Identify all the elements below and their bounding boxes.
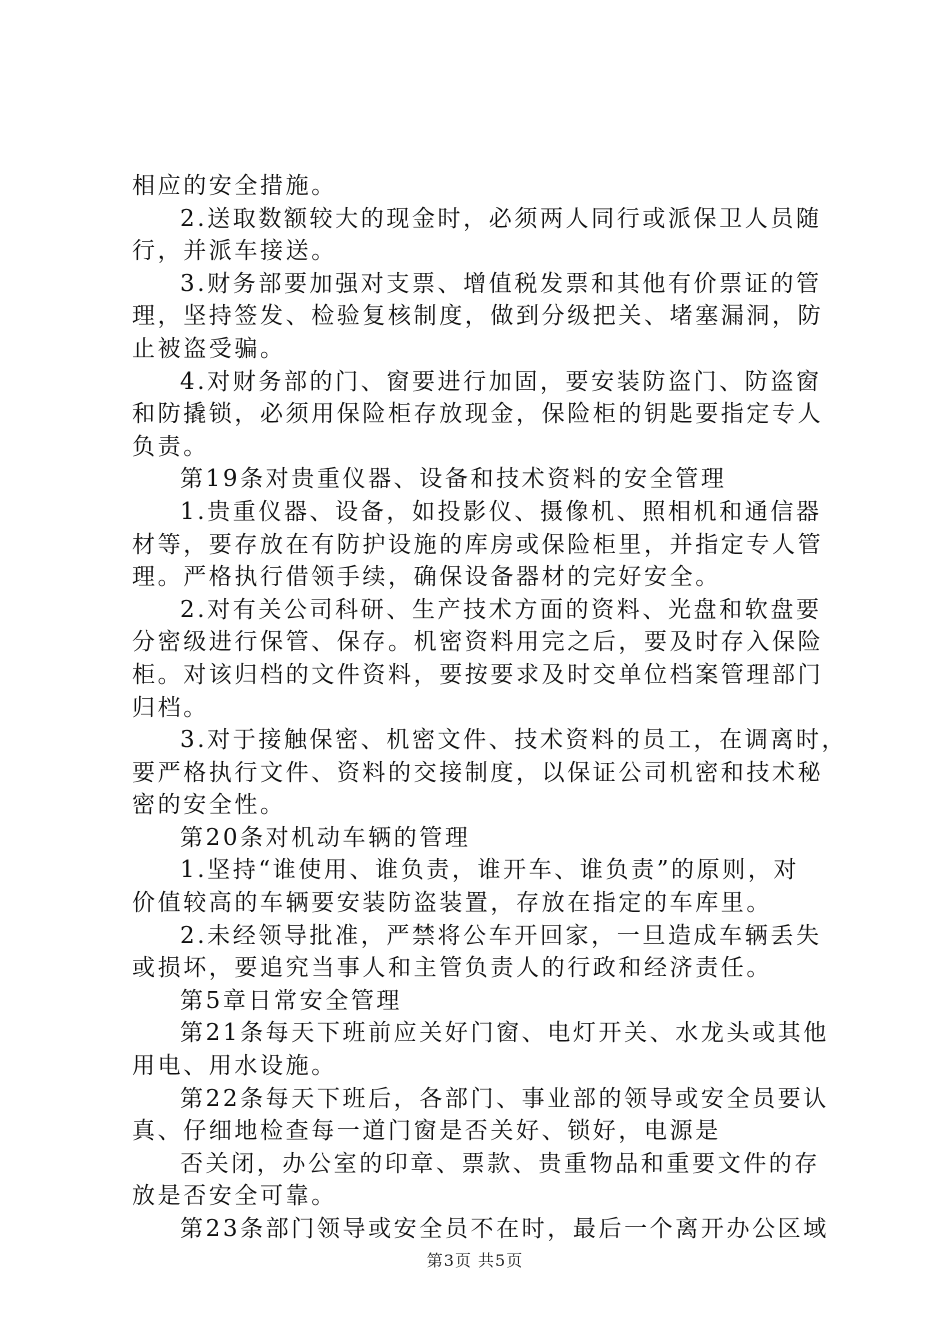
text-line: 1.坚持“谁使用、谁负责，谁开车、谁负责”的原则，对 bbox=[180, 857, 800, 884]
text-line: 第19条对贵重仪器、设备和技术资料的安全管理 bbox=[180, 466, 727, 493]
text-line: 放是否安全可靠。 bbox=[132, 1183, 337, 1210]
text-line: 真、仔细地检查每一道门窗是否关好、锁好，电源是 bbox=[132, 1118, 721, 1145]
text-line: 价值较高的车辆要安装防盗装置，存放在指定的车库里。 bbox=[132, 890, 772, 917]
text-line: 行，并派车接送。 bbox=[132, 238, 337, 265]
text-line: 第5章日常安全管理 bbox=[180, 987, 403, 1014]
page-footer bbox=[0, 1248, 950, 1271]
document-body bbox=[132, 170, 848, 1246]
text-line: 第22条每天下班后，各部门、事业部的领导或安全员要认 bbox=[180, 1085, 829, 1112]
text-line: 第21条每天下班前应关好门窗、电灯开关、水龙头或其他 bbox=[180, 1020, 829, 1047]
text-line: 3.对于接触保密、机密文件、技术资料的员工，在调离时， bbox=[180, 727, 848, 754]
text-line: 2.未经领导批准，严禁将公车开回家，一旦造成车辆丢失 bbox=[180, 922, 822, 949]
text-line: 否关闭，办公室的印章、票款、贵重物品和重要文件的存 bbox=[180, 1150, 820, 1177]
text-line: 柜。对该归档的文件资料，要按要求及时交单位档案管理部门 bbox=[132, 661, 824, 688]
text-line: 3.财务部要加强对支票、增值税发票和其他有价票证的管 bbox=[180, 270, 822, 297]
text-line: 1.贵重仪器、设备，如投影仪、摄像机、照相机和通信器 bbox=[180, 498, 822, 525]
text-line: 分密级进行保管、保存。机密资料用完之后，要及时存入保险 bbox=[132, 629, 824, 656]
text-line: 2.对有关公司科研、生产技术方面的资料、光盘和软盘要 bbox=[180, 596, 822, 623]
text-line: 2.送取数额较大的现金时，必须两人同行或派保卫人员随 bbox=[180, 205, 822, 232]
text-line: 材等，要存放在有防护设施的库房或保险柜里，并指定专人管 bbox=[132, 531, 824, 558]
text-line: 理，坚持签发、检验复核制度，做到分级把关、堵塞漏洞，防 bbox=[132, 303, 824, 330]
text-line: 相应的安全措施。 bbox=[132, 173, 337, 199]
text-line: 第20条对机动车辆的管理 bbox=[180, 824, 471, 851]
text-line: 止被盗受骗。 bbox=[132, 335, 286, 362]
page-number-label: 第3页 共5页 bbox=[426, 1251, 524, 1270]
text-line: 密的安全性。 bbox=[132, 792, 286, 819]
text-line: 理。严格执行借领手续，确保设备器材的完好安全。 bbox=[132, 564, 721, 591]
text-line: 要严格执行文件、资料的交接制度，以保证公司机密和技术秘 bbox=[132, 759, 824, 786]
text-line: 第23条部门领导或安全员不在时，最后一个离开办公区域 bbox=[180, 1216, 829, 1242]
text-line: 归档。 bbox=[132, 694, 209, 721]
text-line: 负责。 bbox=[132, 433, 209, 460]
text-line: 用电、用水设施。 bbox=[132, 1053, 337, 1080]
text-line: 和防撬锁，必须用保险柜存放现金，保险柜的钥匙要指定专人 bbox=[132, 401, 824, 428]
text-line: 或损坏，要追究当事人和主管负责人的行政和经济责任。 bbox=[132, 955, 772, 982]
text-line: 4.对财务部的门、窗要进行加固，要安装防盗门、防盗窗 bbox=[180, 368, 822, 395]
